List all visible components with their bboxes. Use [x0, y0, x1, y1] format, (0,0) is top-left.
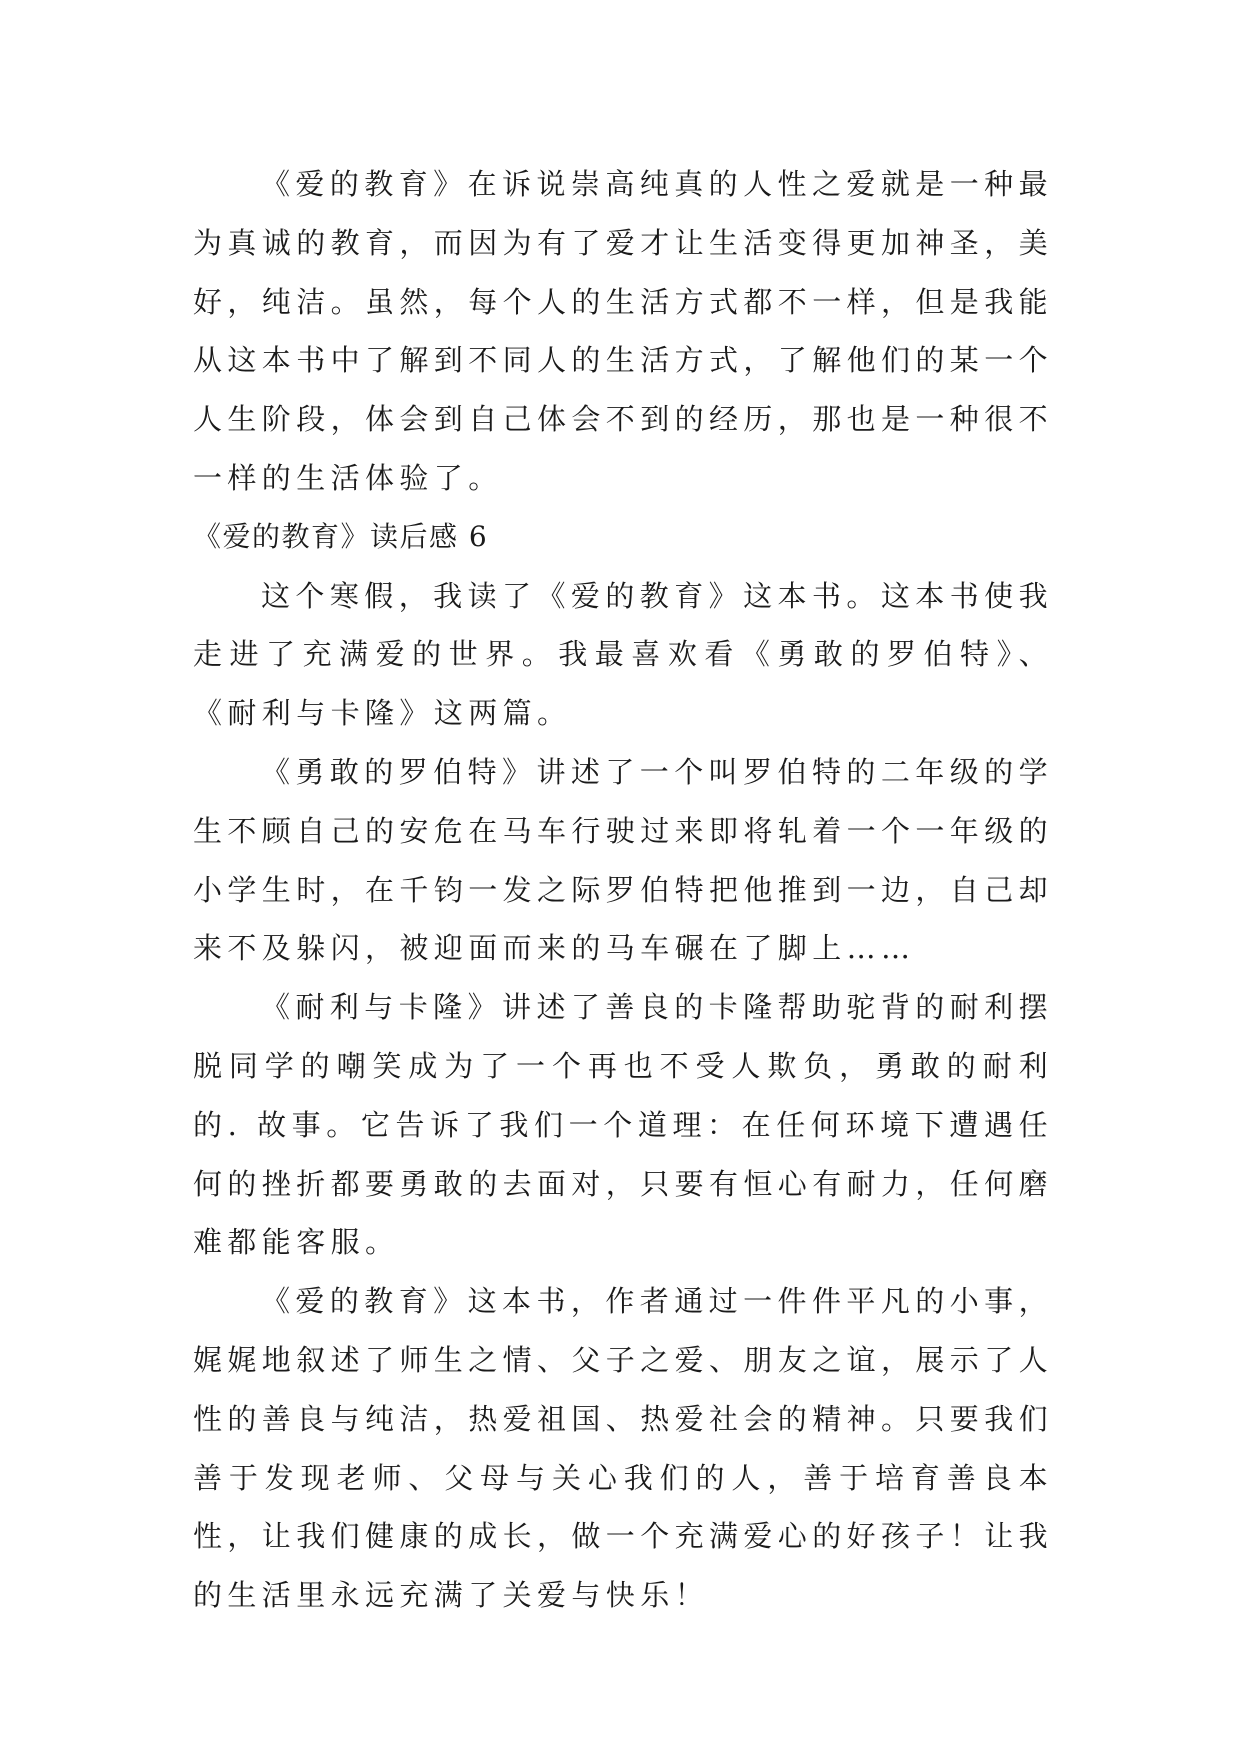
paragraph: 《勇敢的罗伯特》讲述了一个叫罗伯特的二年级的学生不顾自己的安危在马车行驶过来即将轧着一个一年级的小学生时，在千钧一发之际罗伯特把他推到一边，自己却来不及躲闪，被迎面而来的马车碾在了脚上…… — [193, 754, 1054, 966]
paragraph: 《爱的教育》在诉说崇高纯真的人性之爱就是一种最为真诚的教育，而因为有了爱才让生活变得更加神圣，美好，纯洁。虽然，每个人的生活方式都不一样，但是我能从这本书中了解到不同人的生活方式，了解他们的某一个人生阶段，体会到自己体会不到的经历，那也是一种很不一样的生活体验了。 — [193, 167, 1054, 495]
document-page — [193, 155, 1053, 1625]
paragraph: 《爱的教育》这本书，作者通过一件件平凡的小事，娓娓地叙述了师生之情、父子之爱、朋友之谊，展示了人性的善良与纯洁，热爱祖国、热爱社会的精神。只要我们善于发现老师、父母与关心我们的人，善于培育善良本性，让我们健康的成长，做一个充满爱心的好孩子！让我的生活里永远充满了关爱与快乐！ — [193, 1284, 1054, 1613]
paragraph: 《耐利与卡隆》讲述了善良的卡隆帮助驼背的耐利摆脱同学的嘲笑成为了一个再也不受人欺负，勇敢的耐利的. 故事。它告诉了我们一个道理：在任何环境下遭遇任何的挫折都要勇敢的去面对，只要有恒心有耐力，任何磨难都能客服。 — [193, 990, 1054, 1260]
paragraph: 这个寒假，我读了《爱的教育》这本书。这本书使我走进了充满爱的世界。我最喜欢看《勇敢的罗伯特》、《耐利与卡隆》这两篇。 — [193, 578, 1053, 731]
section-title: 《爱的教育》读后感 6 — [193, 519, 489, 553]
